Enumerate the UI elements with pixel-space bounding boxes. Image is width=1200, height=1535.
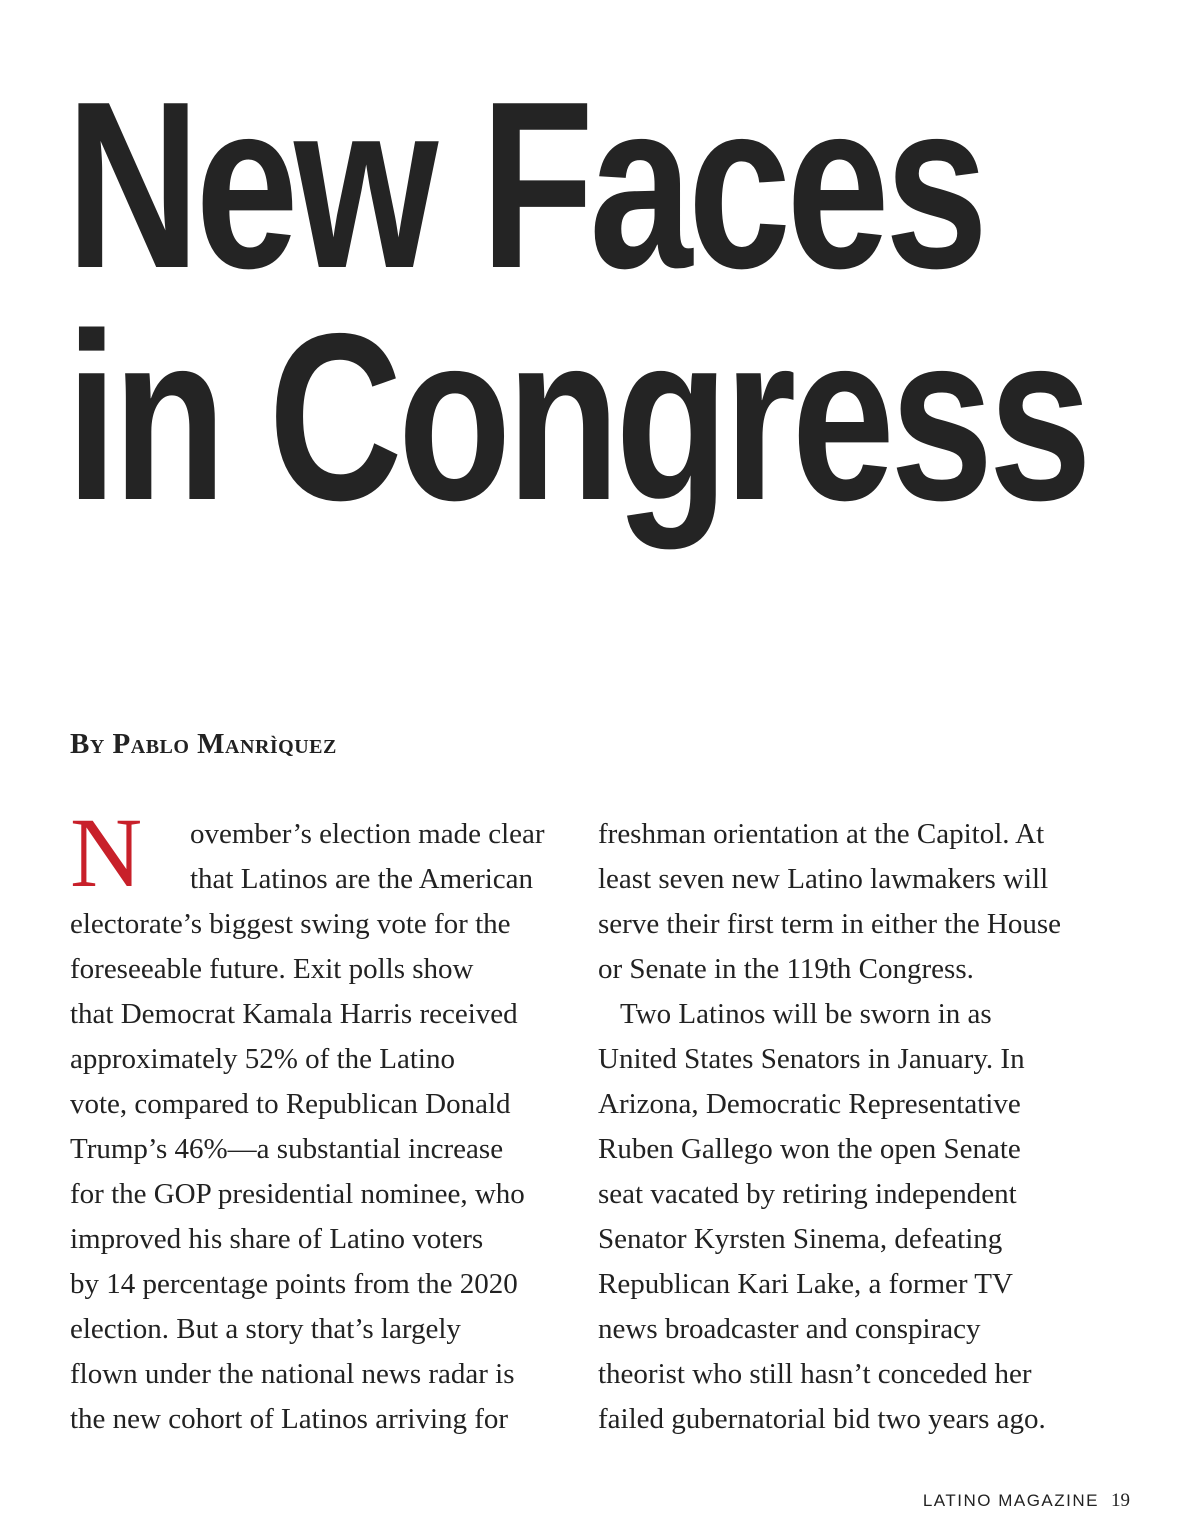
article-line: ovember’s election made clear [190, 818, 545, 850]
article-line: Ruben Gallego won the open Senate [598, 1133, 1021, 1165]
article-line: approximately 52% of the Latino [70, 1043, 455, 1075]
article-line: Republican Kari Lake, a former TV [598, 1268, 1013, 1300]
article-column-left [70, 812, 545, 1442]
article-line: for the GOP presidential nominee, who [70, 1178, 525, 1210]
article-line: seat vacated by retiring independent [598, 1178, 1017, 1210]
article-line: by 14 percentage points from the 2020 [70, 1268, 518, 1300]
article-line: least seven new Latino lawmakers will [598, 863, 1049, 895]
publication-name: LATINO MAGAZINE [922, 1491, 1099, 1510]
article-line: Arizona, Democratic Representative [598, 1088, 1021, 1120]
article-line: or Senate in the 119th Congress. [598, 953, 974, 985]
article-line: Trump’s 46%—a substantial increase [70, 1133, 504, 1165]
article-line: flown under the national news radar is [70, 1358, 515, 1390]
article-line: the new cohort of Latinos arriving for [70, 1403, 509, 1435]
article-line: foreseeable future. Exit polls show [70, 953, 474, 985]
article-line: theorist who still hasn’t conceded her [598, 1358, 1032, 1390]
article-line: improved his share of Latino voters [70, 1223, 484, 1255]
page-number: 19 [1111, 1490, 1130, 1511]
article-line: that Latinos are the American [190, 863, 534, 895]
drop-cap: N [70, 797, 143, 908]
article-column-right [598, 812, 1061, 1442]
headline [66, 53, 1088, 550]
article-line: Two Latinos will be sworn in as [620, 998, 992, 1030]
article-line: Senator Kyrsten Sinema, defeating [598, 1223, 1003, 1255]
byline: By Pablo Manrìquez [70, 728, 337, 760]
page-footer [923, 1490, 1130, 1512]
article-line: that Democrat Kamala Harris received [70, 998, 518, 1030]
article-line: news broadcaster and conspiracy [598, 1313, 981, 1345]
article-line: serve their first term in either the House [598, 908, 1062, 940]
article-line: vote, compared to Republican Donald [70, 1088, 511, 1120]
article-line: failed gubernatorial bid two years ago. [598, 1403, 1046, 1435]
article-line: United States Senators in January. In [598, 1043, 1025, 1075]
article-line: election. But a story that’s largely [70, 1313, 461, 1345]
headline-line-1: New Faces [66, 53, 984, 318]
article-line: electorate’s biggest swing vote for the [70, 908, 511, 940]
article-line: freshman orientation at the Capitol. At [598, 818, 1045, 850]
headline-line-2: in Congress [66, 285, 1088, 550]
